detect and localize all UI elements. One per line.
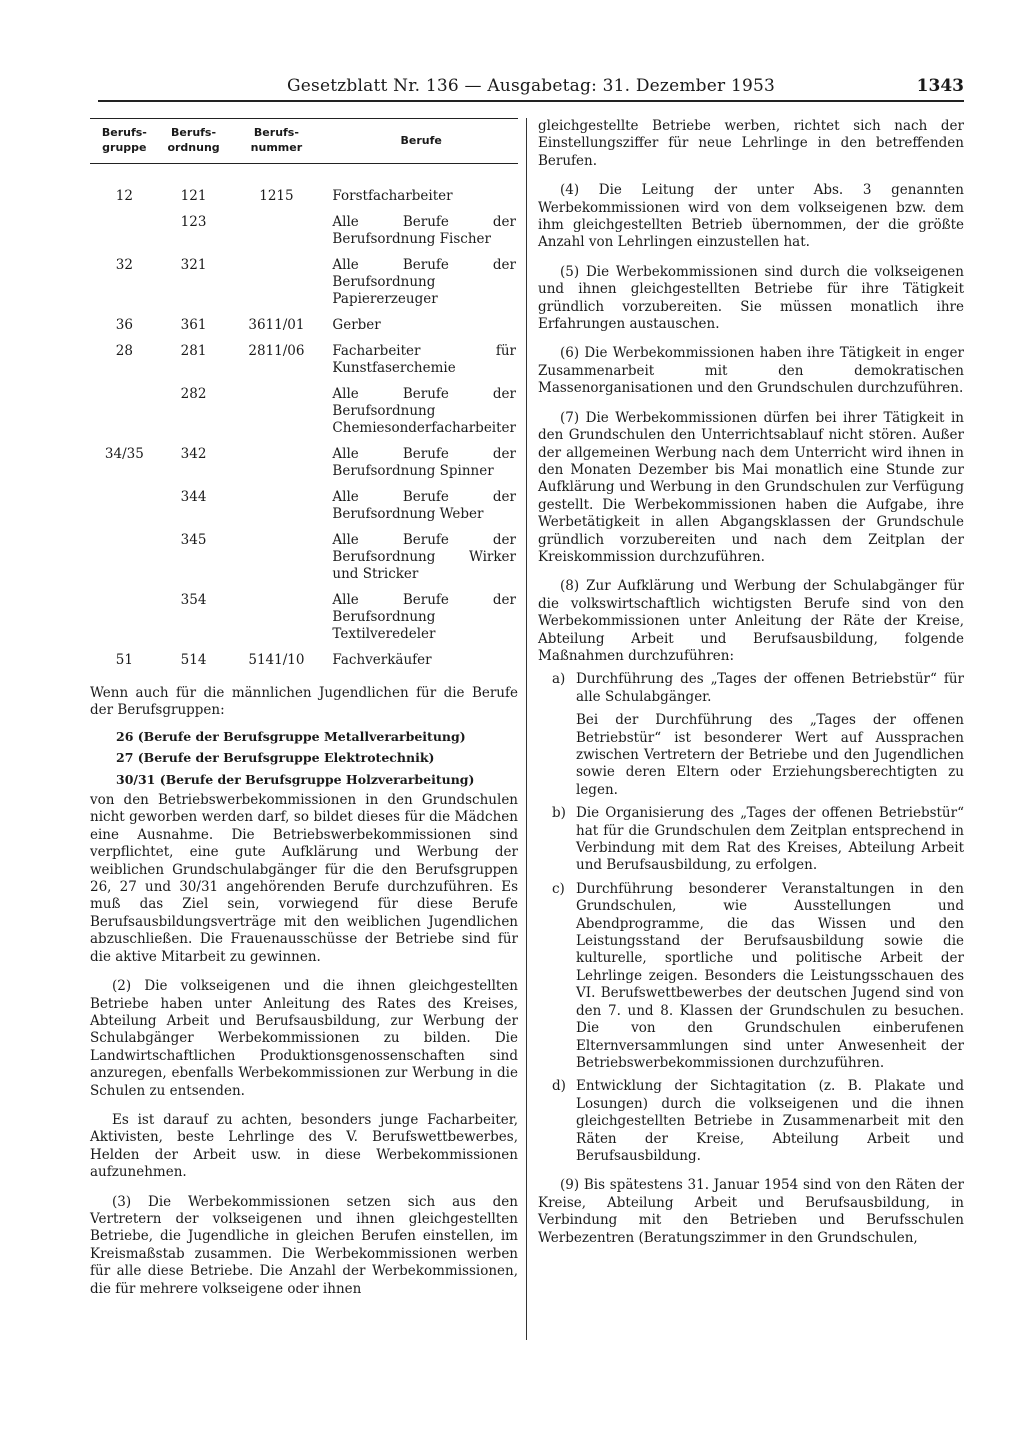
table-body [90,164,518,674]
cell-beruf: Alle Berufe der Berufsordnung Wirker und Stricker [332,532,516,582]
list-item-a [538,671,964,706]
cell-berufsgruppe: 32 [115,257,133,273]
paragraph-3: (3) Die Werbekommissionen setzen sich aus den Vertretern der volkseigenen und ihnen gleichgestellten Betriebe, die Jugendliche in gleichen Berufen einstellen, im Kreismaßstab zusammen. Die Werbekommissionen werben für alle diese Betriebe. Die Anzahl der Werbekommissionen, die für mehrere volkseigene oder ihnen [90,1193,518,1297]
list-item-a-detail: Bei der Durchführung des „Tages der offenen Betriebstür“ ist besonderer Wert auf Aussprachen zwischen Vertretern der Betriebe und den Jugendlichen sowie deren Eltern oder Erziehungsberechtigten zu legen. [576,712,964,798]
cell-berufsgruppe: 51 [115,652,133,668]
cell-berufsnummer [228,587,324,647]
cell-beruf: Alle Berufe der Berufsordnung Chemiesonderfacharbeiter [332,386,516,436]
page-number: 1343 [916,76,964,96]
header-berufsordnung: Berufs- ordnung [159,119,229,164]
cell-berufsnummer [228,484,324,527]
cell-beruf: Alle Berufe der Berufsordnung Papiererzeuger [332,257,516,307]
cell-berufsordnung: 282 [180,386,207,402]
cell-beruf: Gerber [332,317,381,333]
table-row [90,252,518,312]
cell-beruf: Alle Berufe der Berufsordnung Spinner [332,446,516,479]
left-column [90,118,518,1298]
group-item: 30/31 (Berufe der Berufsgruppe Holzverarbeitung) [116,771,475,787]
cell-berufsordnung: 344 [180,489,207,505]
table-row [90,527,518,587]
header-title: Gesetzblatt Nr. 136 — Ausgabetag: 31. Dezember 1953 [286,76,776,96]
paragraph: Es ist darauf zu achten, besonders junge Facharbeiter, Aktivisten, beste Lehrlinge des V. Berufswettbewerbes, Helden der Arbeit usw. in diese Werbekommissionen aufzunehmen. [90,1111,518,1181]
cell-berufsordnung: 281 [180,343,207,359]
intro-paragraph: Wenn auch für die männlichen Jugendlichen für die Berufe der Berufsgruppen: [90,685,518,719]
list-text: Durchführung des „Tages der offenen Betriebstür“ für alle Schulabgänger. [576,671,964,705]
cell-beruf: Fachverkäufer [332,652,432,668]
cell-beruf: Facharbeiter für Kunstfaserchemie [332,343,516,376]
list-text: Die Organisierung des „Tages der offenen Betriebstür“ hat für die Grundschulen dem Zeitplan entsprechend in Verbindung mit dem Rat des Kreises, Abteilung Arbeit und Berufsausbildung, zu erfolgen. [576,805,964,874]
cell-berufsgruppe: 12 [115,188,133,204]
cell-beruf: Alle Berufe der Berufsordnung Weber [332,489,516,522]
paragraph-2: (2) Die volkseigenen und die ihnen gleichgestellten Betriebe haben unter Anleitung des Rates des Kreises, Abteilung Arbeit und Berufsausbildung, zur Werbung der Schulabgänger Werbekommissionen zu bilden. Die Landwirtschaftlichen Produktionsgenossenschaften sind anzuregen, ebenfalls Werbekommissionen zur Werbung in die Schulen zu entsenden. [90,978,518,1099]
paragraph-6: (6) Die Werbekommissionen haben ihre Tätigkeit in enger Zusammenarbeit mit den demokratischen Massenorganisationen und den Grundschulen durchzuführen. [538,345,964,397]
table-row [90,164,518,210]
professions-table [90,118,518,673]
cell-berufsnummer [228,209,324,252]
cell-berufsgruppe [90,587,159,647]
cell-beruf: Alle Berufe der Berufsordnung Fischer [332,214,516,247]
cell-berufsnummer [228,527,324,587]
cell-berufsgruppe [90,527,159,587]
table-header-row [90,119,518,164]
table-row [90,587,518,647]
cell-berufsgruppe [90,381,159,441]
cell-berufsordnung: 345 [180,532,207,548]
cell-berufsnummer [228,381,324,441]
cell-berufsgruppe: 34/35 [104,446,144,462]
paragraph-5: (5) Die Werbekommissionen sind durch die volkseigenen und ihnen gleichgestellten Betriebe für ihre Tätigkeit gründlich vorzubereiten. Sie müssen monatlich ihre Erfahrungen austauschen. [538,263,964,333]
header-berufsnummer: Berufs- nummer [228,119,324,164]
list-label: b) [552,805,566,822]
list-item-c [538,881,964,1072]
table-row [90,441,518,484]
cell-berufsgruppe: 36 [115,317,133,333]
cell-beruf: Alle Berufe der Berufsordnung Textilveredeler [332,592,516,642]
table-row [90,209,518,252]
cell-berufsgruppe [90,484,159,527]
cell-berufsnummer: 5141/10 [248,652,305,668]
cell-berufsordnung: 342 [180,446,207,462]
list-item-b [538,805,964,875]
header-berufe: Berufe [324,119,518,164]
column-divider [526,118,527,1340]
paragraph-7: (7) Die Werbekommissionen dürfen bei ihrer Tätigkeit in den Grundschulen den Unterrichtsablauf nicht stören. Außer der allgemeinen Werbung nach dem Unterricht wird ihnen in den Monaten Dezember bis Mai monatlich eine Stunde zur Aufklärung und Werbung in den Grundschulen zur Verfügung gestellt. Die Werbekommissionen haben die Aufgabe, ihre Werbetätigkeit in allen Abgangsklassen der Grundschule gründlich vorzubereiten und nach dem Zeitplan der Kreiskommission durchzuführen. [538,409,964,565]
cell-berufsordnung: 321 [180,257,207,273]
table-row [90,647,518,673]
list-text: Durchführung besonderer Veranstaltungen in den Grundschulen, wie Ausstellungen und Abendprogramme, die das Wissen und den Leistungsstand der Berufsausbildung sowie die kulturelle, sportliche und politische Arbeit der Lehrlinge zeigen. Besonders die Leistungsschauen des VI. Berufswettbewerbes der deutschen Jugend sind von den 7. und 8. Klassen der Grundschulen zu besuchen. Die von den Grundschulen einberufenen Elternversammlungen sind unter Anwesenheit der Betriebswerbekommissionen durchzuführen. [576,880,964,1071]
paragraph: von den Betriebswerbekommissionen in den Grundschulen nicht geworben werden darf, so bildet dieses für die Mädchen eine Ausnahme. Die Betriebswerbekommissionen sind verpflichtet, eine gute Aufklärung und Werbung der weiblichen Grundschulabgänger für die den Berufsgruppen 26, 27 und 30/31 angehörenden Berufe durchzuführen. Es muß das Ziel sein, vorwiegend für diese Berufe Berufsausbildungsverträge mit den weiblichen Jugendlichen abzuschließen. Die Frauenausschüsse der Betriebe sind für die aktive Mitarbeit zu gewinnen. [90,792,518,965]
paragraph: gleichgestellte Betriebe werben, richtet sich nach der Einstellungsziffer für neue Lehrlinge in den betreffenden Berufen. [538,118,964,169]
list-label: d) [552,1078,566,1095]
table-row [90,312,518,338]
paragraph-8: (8) Zur Aufklärung und Werbung der Schulabgänger für die volkswirtschaftlich wichtigsten Berufe sind von den Werbekommissionen unter Anleitung der Räte der Kreise, Abteilung Arbeit und Berufsausbildung, folgende Maßnahmen durchzuführen: [538,578,964,664]
cell-berufsnummer: 1215 [259,188,294,204]
list-label: a) [552,671,566,688]
group-item: 27 (Berufe der Berufsgruppe Elektrotechnik) [116,750,435,766]
table-row [90,381,518,441]
table-row [90,338,518,381]
cell-berufsordnung: 121 [180,188,207,204]
cell-berufsgruppe [90,209,159,252]
cell-berufsnummer [228,252,324,312]
cell-beruf: Forstfacharbeiter [332,188,453,204]
cell-berufsordnung: 361 [180,317,207,333]
paragraph-9: (9) Bis spätestens 31. Januar 1954 sind von den Räten der Kreise, Abteilung Arbeit und Berufsausbildung, in Verbindung mit den Betrieben und Berufsschulen Werbezentren (Beratungszimmer in den Grundschulen, [538,1177,964,1246]
right-column [538,118,964,1247]
group-item: 26 (Berufe der Berufsgruppe Metallverarbeitung) [116,728,466,744]
header-berufsgruppe: Berufs- gruppe [90,119,159,164]
list-label: c) [552,880,565,897]
page-header [98,74,964,102]
cell-berufsnummer: 3611/01 [248,317,305,333]
table-row [90,484,518,527]
list-item-d [538,1078,964,1165]
cell-berufsordnung: 514 [180,652,207,668]
cell-berufsnummer [228,441,324,484]
cell-berufsnummer: 2811/06 [248,343,305,359]
paragraph-4: (4) Die Leitung der unter Abs. 3 genannten Werbekommissionen wird von dem volkseigenen bzw. dem ihm gleichgestellten Betrieb übernommen, der die größte Anzahl von Lehrlingen einzustellen hat. [538,182,964,251]
cell-berufsgruppe: 28 [115,343,133,359]
list-text: Entwicklung der Sichtagitation (z. B. Plakate und Losungen) durch die volkseigenen und die ihnen gleichgestellten Betriebe in Zusammenarbeit mit den Räten der Kreise, Abteilung Arbeit und Berufsausbildung. [576,1078,964,1164]
cell-berufsordnung: 354 [180,592,207,608]
cell-berufsordnung: 123 [180,214,207,230]
